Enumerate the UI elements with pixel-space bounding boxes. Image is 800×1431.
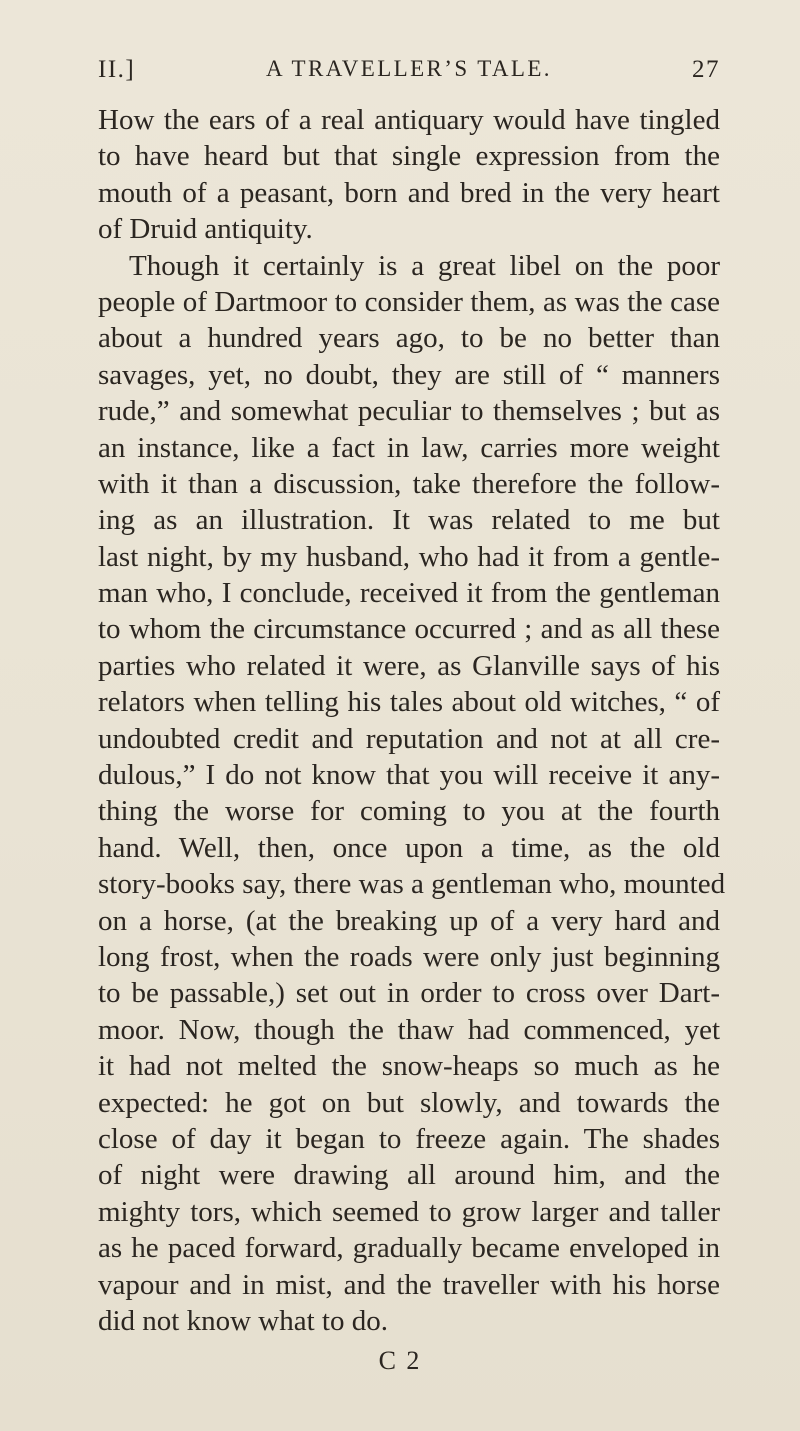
text-line: undoubted credit and reputation and not at all cre-: [98, 722, 720, 755]
running-head: [98, 56, 720, 90]
text-line: on a horse, (at the breaking up of a very hard and: [98, 904, 720, 937]
running-title: A TRAVELLER’S TALE.: [266, 56, 552, 81]
text-line: of night were drawing all around him, and the: [98, 1159, 720, 1192]
text-line: an instance, like a fact in law, carries more weight: [98, 431, 720, 464]
text-line: parties who related it were, as Glanville says of his: [98, 649, 720, 682]
body-text: [98, 102, 726, 1339]
text-line: mighty tors, which seemed to grow larger and taller: [98, 1195, 720, 1228]
text-line: dulous,” I do not know that you will receive it any-: [98, 759, 720, 792]
text-line: to have heard but that single expression from the: [98, 140, 720, 173]
text-line: How the ears of a real antiquary would have tingled: [98, 104, 720, 136]
chapter-marker: II.]: [98, 56, 136, 83]
paragraph-first-line: Though it certainly is a great libel on the poor: [129, 249, 720, 282]
text-line: mouth of a peasant, born and bred in the very heart: [98, 176, 720, 209]
text-line: to whom the circumstance occurred ; and as all these: [98, 613, 720, 646]
text-line: moor. Now, though the thaw had commenced, yet: [98, 1013, 720, 1046]
text-line: people of Dartmoor to consider them, as was the case: [98, 285, 720, 318]
text-line: story-books say, there was a gentleman who, mounted: [98, 868, 726, 901]
text-line: with it than a discussion, take therefore the follow-: [98, 467, 720, 500]
text-line: man who, I conclude, received it from the gentleman: [98, 577, 720, 610]
page-number: 27: [692, 56, 720, 83]
signature-mark: C 2: [378, 1346, 422, 1375]
text-line: relators when telling his tales about old witches, “ of: [98, 686, 720, 719]
text-line: close of day it began to freeze again. The shades: [98, 1122, 720, 1155]
text-line: ing as an illustration. It was related to me but: [98, 504, 720, 537]
text-line: it had not melted the snow-heaps so much as he: [98, 1050, 720, 1083]
text-line: to be passable,) set out in order to cross over Dart-: [98, 977, 720, 1010]
text-line: savages, yet, no doubt, they are still of “ manners: [98, 358, 720, 391]
text-line: rude,” and somewhat peculiar to themselves ; but as: [98, 395, 720, 428]
paragraph-last-line: did not know what to do.: [98, 1304, 388, 1337]
text-line: as he paced forward, gradually became enveloped in: [98, 1232, 720, 1265]
text-line: long frost, when the roads were only just beginning: [98, 940, 720, 973]
text-line: thing the worse for coming to you at the fourth: [98, 795, 720, 828]
text-line: vapour and in mist, and the traveller with his horse: [98, 1268, 720, 1301]
text-line: last night, by my husband, who had it from a gentle-: [98, 540, 720, 573]
text-line: expected: he got on but slowly, and towards the: [98, 1086, 720, 1119]
text-line: about a hundred years ago, to be no better than: [98, 322, 720, 355]
text-line: of Druid antiquity.: [98, 213, 313, 246]
text-line: hand. Well, then, once upon a time, as the old: [98, 831, 720, 864]
